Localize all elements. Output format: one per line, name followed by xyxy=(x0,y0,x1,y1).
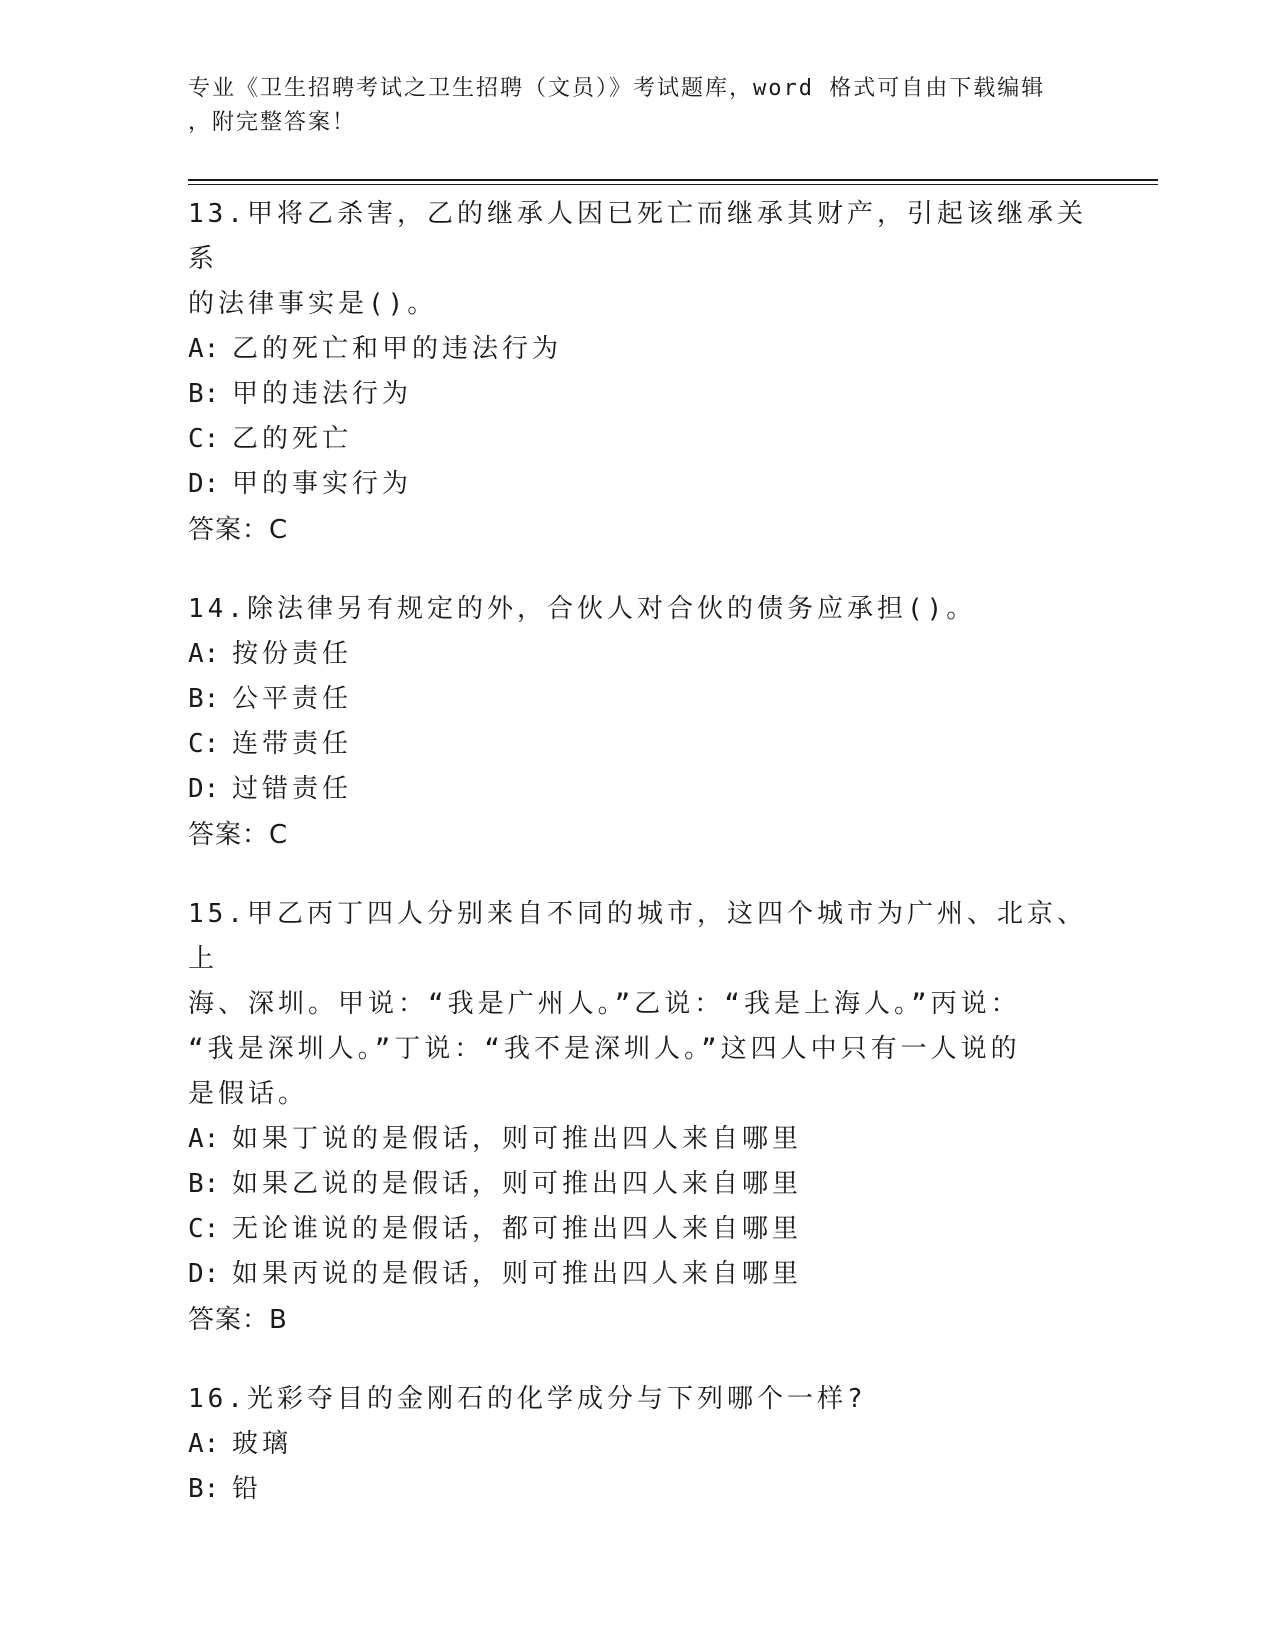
option-letter: A: xyxy=(188,639,220,669)
answer-line: 答案：C xyxy=(188,820,289,850)
option-text: 甲的事实行为 xyxy=(232,469,413,499)
option-text: 如果丁说的是假话，则可推出四人来自哪里 xyxy=(232,1124,803,1154)
option-text: 连带责任 xyxy=(232,729,353,759)
option-c xyxy=(188,722,1088,767)
option-letter: D: xyxy=(188,469,220,499)
option-b xyxy=(188,677,1088,722)
question-text-line: “我是深圳人。”丁说：“我不是深圳人。”这四人中只有一人说的 xyxy=(188,1034,1021,1064)
question-text-line: 16.光彩夺目的金刚石的化学成分与下列哪个一样? xyxy=(188,1384,867,1414)
option-b xyxy=(188,372,1088,417)
document-header xyxy=(188,72,1088,140)
option-text: 如果乙说的是假话，则可推出四人来自哪里 xyxy=(232,1169,803,1199)
option-d xyxy=(188,767,1088,812)
option-letter: D: xyxy=(188,774,220,804)
option-letter: B: xyxy=(188,684,220,714)
header-line-2: ，附完整答案！ xyxy=(188,110,357,135)
option-letter: C: xyxy=(188,424,220,454)
option-letter: A: xyxy=(188,1429,220,1459)
question-text-line: 14.除法律另有规定的外，合伙人对合伙的债务应承担()。 xyxy=(188,594,977,624)
option-b xyxy=(188,1162,1088,1207)
option-text: 过错责任 xyxy=(232,774,353,804)
option-text: 铅 xyxy=(232,1474,263,1504)
option-text: 乙的死亡 xyxy=(232,424,353,454)
option-a xyxy=(188,327,1088,372)
header-line-1: 专业《卫生招聘考试之卫生招聘（文员）》考试题库，word 格式可自由下载编辑 xyxy=(188,76,1046,101)
answer-line: 答案：B xyxy=(188,1305,288,1335)
option-letter: C: xyxy=(188,1214,220,1244)
question-text-line: 海、深圳。甲说：“我是广州人。”乙说：“我是上海人。”丙说： xyxy=(188,989,1021,1019)
question-16 xyxy=(188,1377,1088,1512)
option-letter: B: xyxy=(188,1169,220,1199)
option-b xyxy=(188,1467,1088,1512)
option-text: 公平责任 xyxy=(232,684,353,714)
question-13 xyxy=(188,192,1088,553)
option-text: 乙的死亡和甲的违法行为 xyxy=(232,334,563,364)
option-letter: A: xyxy=(188,334,220,364)
header-divider-thin xyxy=(188,184,1158,185)
option-a xyxy=(188,632,1088,677)
option-letter: C: xyxy=(188,729,220,759)
option-text: 如果丙说的是假话，则可推出四人来自哪里 xyxy=(232,1259,803,1289)
question-text-line: 13.甲将乙杀害，乙的继承人因已死亡而继承其财产，引起该继承关系 xyxy=(188,199,1087,274)
option-d xyxy=(188,1252,1088,1297)
option-text: 甲的违法行为 xyxy=(232,379,413,409)
option-text: 无论谁说的是假话，都可推出四人来自哪里 xyxy=(232,1214,803,1244)
option-a xyxy=(188,1422,1088,1467)
question-text-line: 的法律事实是()。 xyxy=(188,289,438,319)
option-text: 玻璃 xyxy=(232,1429,293,1459)
question-14 xyxy=(188,587,1088,858)
header-divider-thick xyxy=(188,179,1158,181)
option-letter: D: xyxy=(188,1259,220,1289)
option-text: 按份责任 xyxy=(232,639,353,669)
question-text-line: 是假话。 xyxy=(188,1079,309,1109)
option-a xyxy=(188,1117,1088,1162)
question-text-line: 15.甲乙丙丁四人分别来自不同的城市，这四个城市为广州、北京、上 xyxy=(188,899,1087,974)
option-c xyxy=(188,417,1088,462)
option-letter: B: xyxy=(188,379,220,409)
option-letter: A: xyxy=(188,1124,220,1154)
option-d xyxy=(188,462,1088,507)
answer-line: 答案：C xyxy=(188,515,289,545)
question-list xyxy=(188,192,1088,1546)
question-15 xyxy=(188,892,1088,1343)
option-c xyxy=(188,1207,1088,1252)
option-letter: B: xyxy=(188,1474,220,1504)
